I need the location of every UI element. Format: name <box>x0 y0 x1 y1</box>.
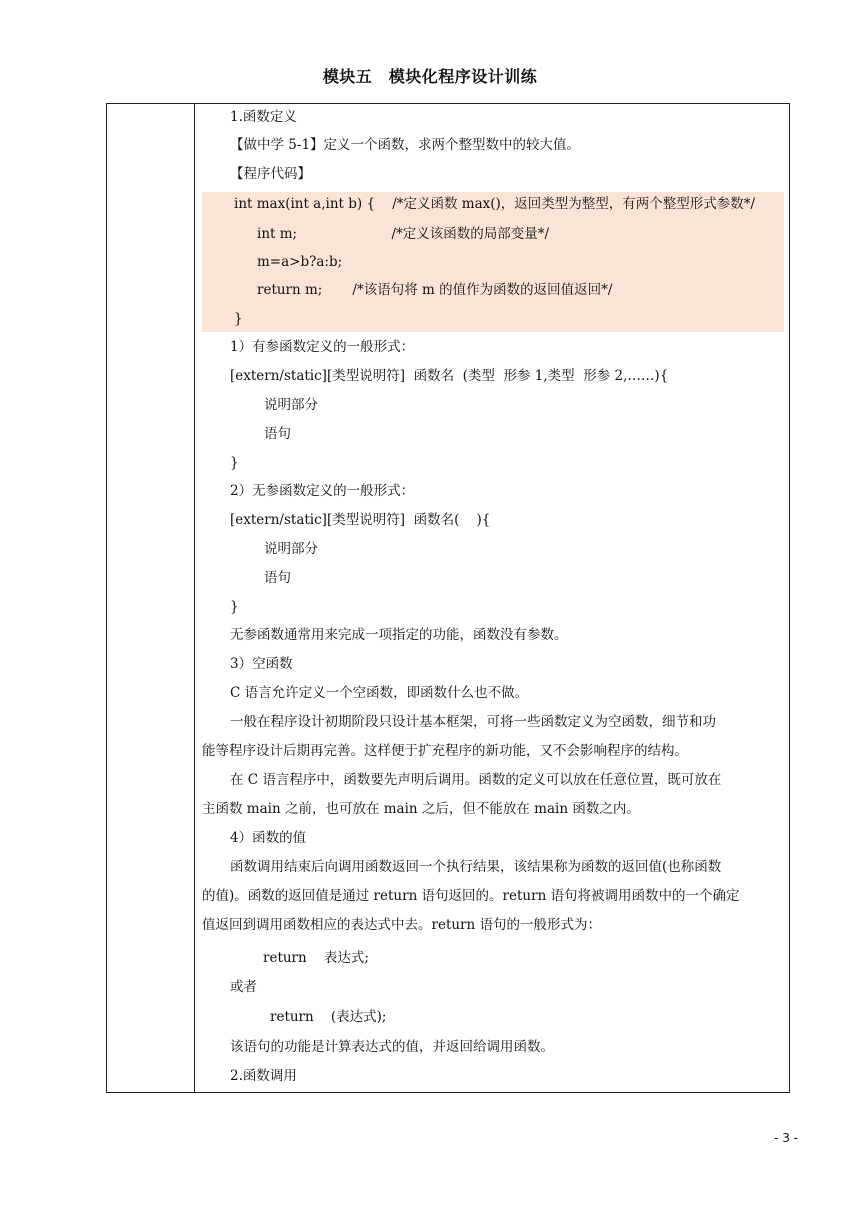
text-line: 在 C 语言程序中，函数要先声明后调用。函数的定义可以放在任意位置，既可放在 <box>230 772 722 788</box>
text-line: 【程序代码】 <box>230 166 311 182</box>
text-line: 说明部分 <box>264 397 318 413</box>
text-line: 1.函数定义 <box>230 109 297 125</box>
text-line: 能等程序设计后期再完善。这样便于扩充程序的新功能，又不会影响程序的结构。 <box>202 743 688 759</box>
text-line: 函数调用结束后向调用函数返回一个执行结果，该结果称为函数的返回值(也称函数 <box>230 859 722 875</box>
text-line: 2）无参函数定义的一般形式： <box>230 483 415 499</box>
text-line: 语句 <box>264 570 291 586</box>
text-line: m=a>b?a:b; <box>257 254 343 270</box>
text-line: 语句 <box>264 426 291 442</box>
text-line: } <box>230 455 239 471</box>
text-line: int max(int a,int b) { /*定义函数 max()，返回类型为整型，有两个整型形式参数*/ <box>234 196 756 212</box>
page-title: 模块五 模块化程序设计训练 <box>322 67 538 86</box>
text-line: C 语言允许定义一个空函数，即函数什么也不做。 <box>230 685 529 701</box>
text-line: int m; /*定义该函数的局部变量*/ <box>257 226 550 242</box>
text-line: 无参函数通常用来完成一项指定的功能，函数没有参数。 <box>230 627 568 643</box>
text-line: return (表达式); <box>270 1009 387 1025</box>
text-line: 主函数 main 之前，也可放在 main 之后，但不能放在 main 函数之内。 <box>202 801 640 817</box>
text-line: 2.函数调用 <box>230 1068 297 1084</box>
page-number: - 3 - <box>774 1131 798 1145</box>
text-line: 或者 <box>230 979 257 995</box>
table-left-column <box>107 104 195 1092</box>
text-line: } <box>230 599 239 615</box>
text-line: [extern/static][类型说明符] 函数名 (类型 形参 1,类型 形参 2,……){ <box>230 368 669 384</box>
text-line: 3）空函数 <box>230 656 293 672</box>
text-line: } <box>234 311 243 327</box>
text-line: 值返回到调用函数相应的表达式中去。return 语句的一般形式为： <box>202 917 602 933</box>
text-line: 的值)。函数的返回值是通过 return 语句返回的。return 语句将被调用函数中的一个确定 <box>202 888 740 904</box>
text-line: return m; /*该语句将 m 的值作为函数的返回值返回*/ <box>257 282 613 298</box>
text-line: 一般在程序设计初期阶段只设计基本框架，可将一些函数定义为空函数，细节和功 <box>230 714 716 730</box>
text-line: 说明部分 <box>264 541 318 557</box>
text-line: 【做中学 5-1】定义一个函数，求两个整型数中的较大值。 <box>230 137 581 153</box>
text-line: 4）函数的值 <box>230 830 307 846</box>
text-line: return 表达式; <box>263 950 369 966</box>
text-line: 1）有参函数定义的一般形式： <box>230 339 415 355</box>
text-line: 该语句的功能是计算表达式的值，并返回给调用函数。 <box>230 1039 554 1055</box>
text-line: [extern/static][类型说明符] 函数名( ){ <box>230 512 491 528</box>
